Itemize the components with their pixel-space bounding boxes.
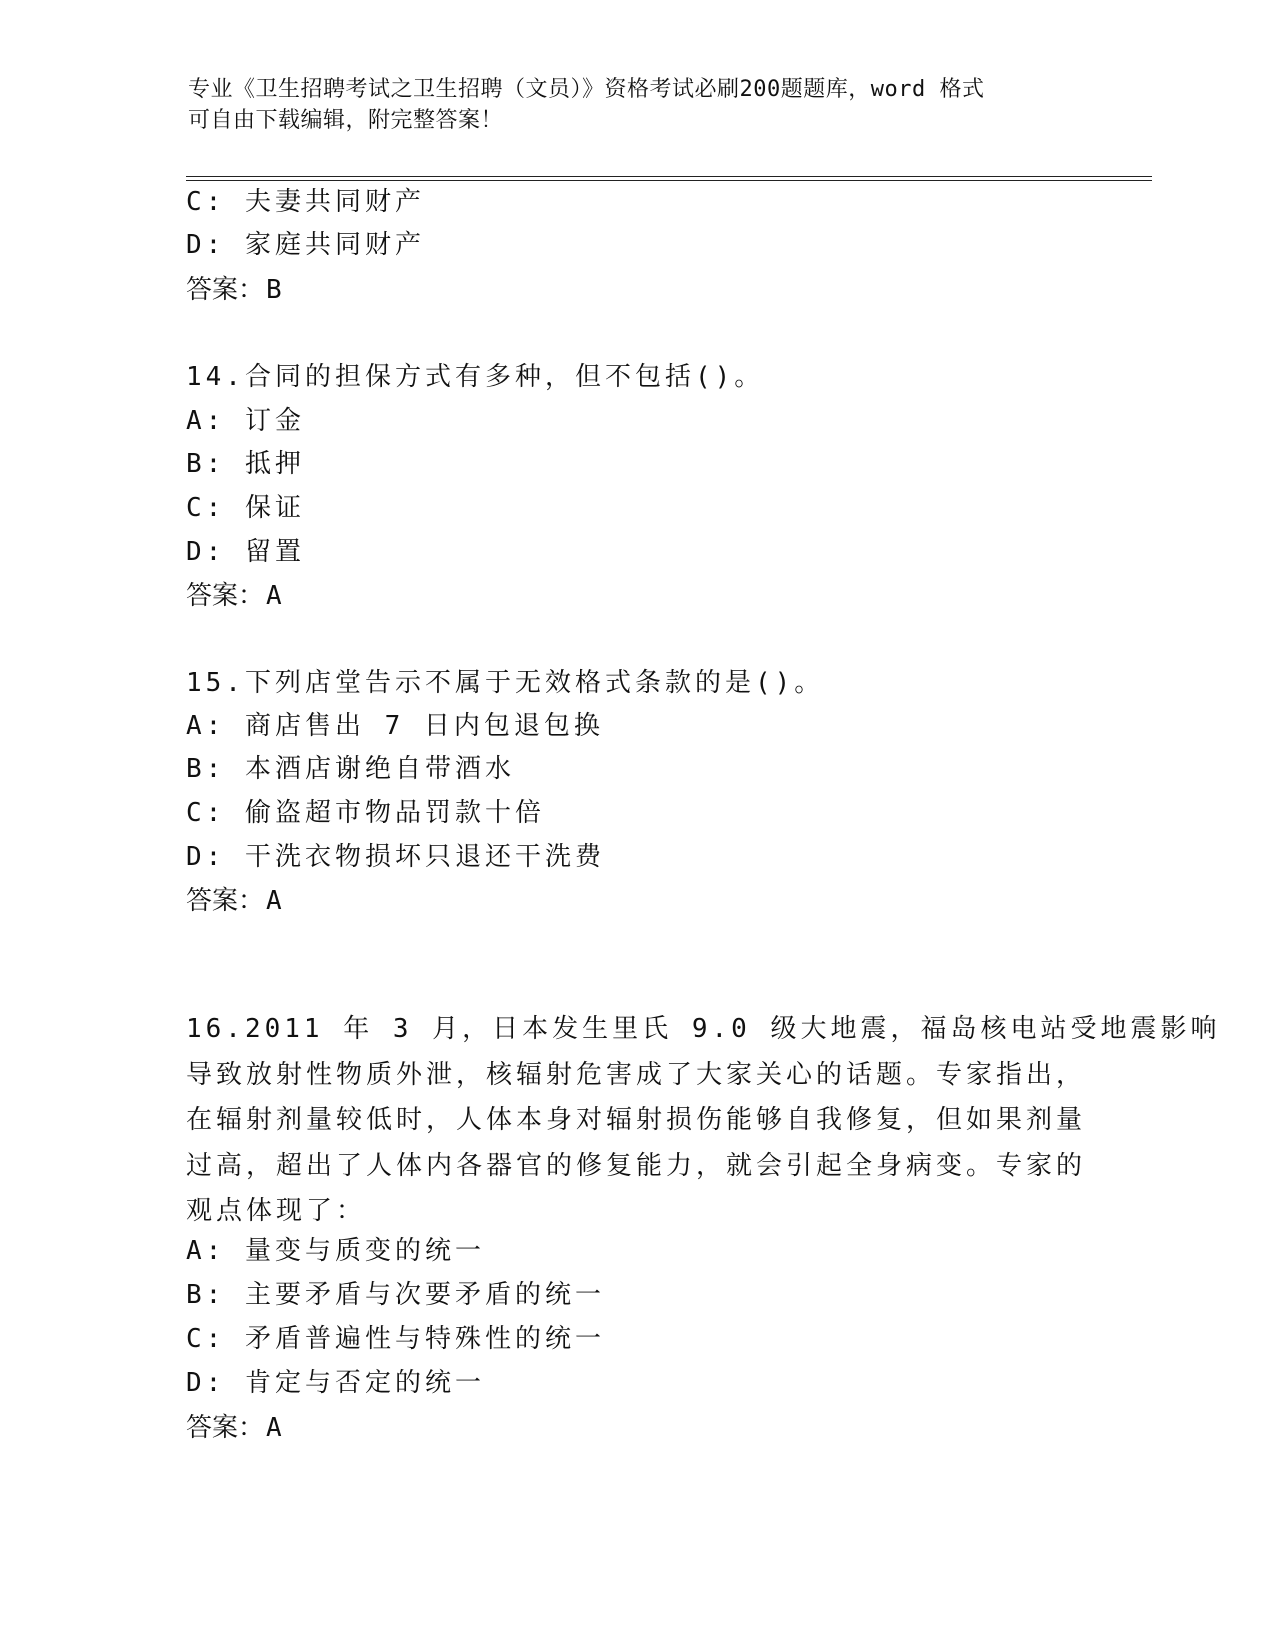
q13-option-d: D: 家庭共同财产 [186, 230, 425, 260]
answer-value: B [266, 275, 282, 305]
answer-label: 答案： [186, 886, 265, 916]
q15-option-d: D: 干洗衣物损坏只退还干洗费 [186, 842, 605, 872]
q16-question [186, 1007, 1221, 1235]
answer-label: 答案： [186, 1413, 265, 1443]
q14-option-d: D: 留置 [186, 537, 305, 567]
q16-option-c: C: 矛盾普遍性与特殊性的统一 [186, 1324, 605, 1354]
q14-option-b: B: 抵押 [186, 449, 305, 479]
answer-value: A [266, 886, 282, 916]
q15-option-c: C: 偷盗超市物品罚款十倍 [186, 798, 545, 828]
q16-question-line: 16.2011 年 3 月，日本发生里氏 9.0 级大地震，福岛核电站受地震影响 [186, 1014, 1221, 1044]
q16-question-line: 导致放射性物质外泄，核辐射危害成了大家关心的话题。专家指出， [186, 1059, 1087, 1090]
q15-option-a: A: 商店售出 7 日内包退包换 [186, 711, 604, 741]
q16-option-b: B: 主要矛盾与次要矛盾的统一 [186, 1280, 605, 1310]
answer-value: A [266, 1413, 282, 1443]
q16-answer [186, 1411, 282, 1445]
q15-answer [186, 884, 282, 918]
q14-question: 14.合同的担保方式有多种，但不包括()。 [186, 362, 765, 392]
q14-option-c: C: 保证 [186, 493, 305, 523]
q15-option-b: B: 本酒店谢绝自带酒水 [186, 754, 515, 784]
answer-label: 答案： [186, 275, 265, 305]
answer-label: 答案： [186, 581, 265, 611]
q16-option-d: D: 肯定与否定的统一 [186, 1368, 485, 1398]
header-divider [186, 176, 1152, 181]
document-header [188, 74, 1088, 136]
q16-option-a: A: 量变与质变的统一 [186, 1236, 485, 1266]
q13-option-c: C: 夫妻共同财产 [186, 187, 425, 217]
header-title-line-2: 可自由下载编辑，附完整答案！ [188, 108, 504, 133]
q14-option-a: A: 订金 [186, 406, 305, 436]
q13-answer [186, 273, 282, 307]
header-title-line-1: 专业《卫生招聘考试之卫生招聘（文员）》资格考试必刷200题题库，word 格式 [188, 77, 985, 102]
q15-question: 15.下列店堂告示不属于无效格式条款的是()。 [186, 668, 825, 698]
q16-question-line: 过高，超出了人体内各器官的修复能力，就会引起全身病变。专家的 [186, 1150, 1087, 1181]
q14-answer [186, 579, 282, 613]
q16-question-line: 观点体现了： [186, 1196, 367, 1226]
q16-question-line: 在辐射剂量较低时，人体本身对辐射损伤能够自我修复，但如果剂量 [186, 1105, 1087, 1135]
answer-value: A [266, 581, 282, 611]
